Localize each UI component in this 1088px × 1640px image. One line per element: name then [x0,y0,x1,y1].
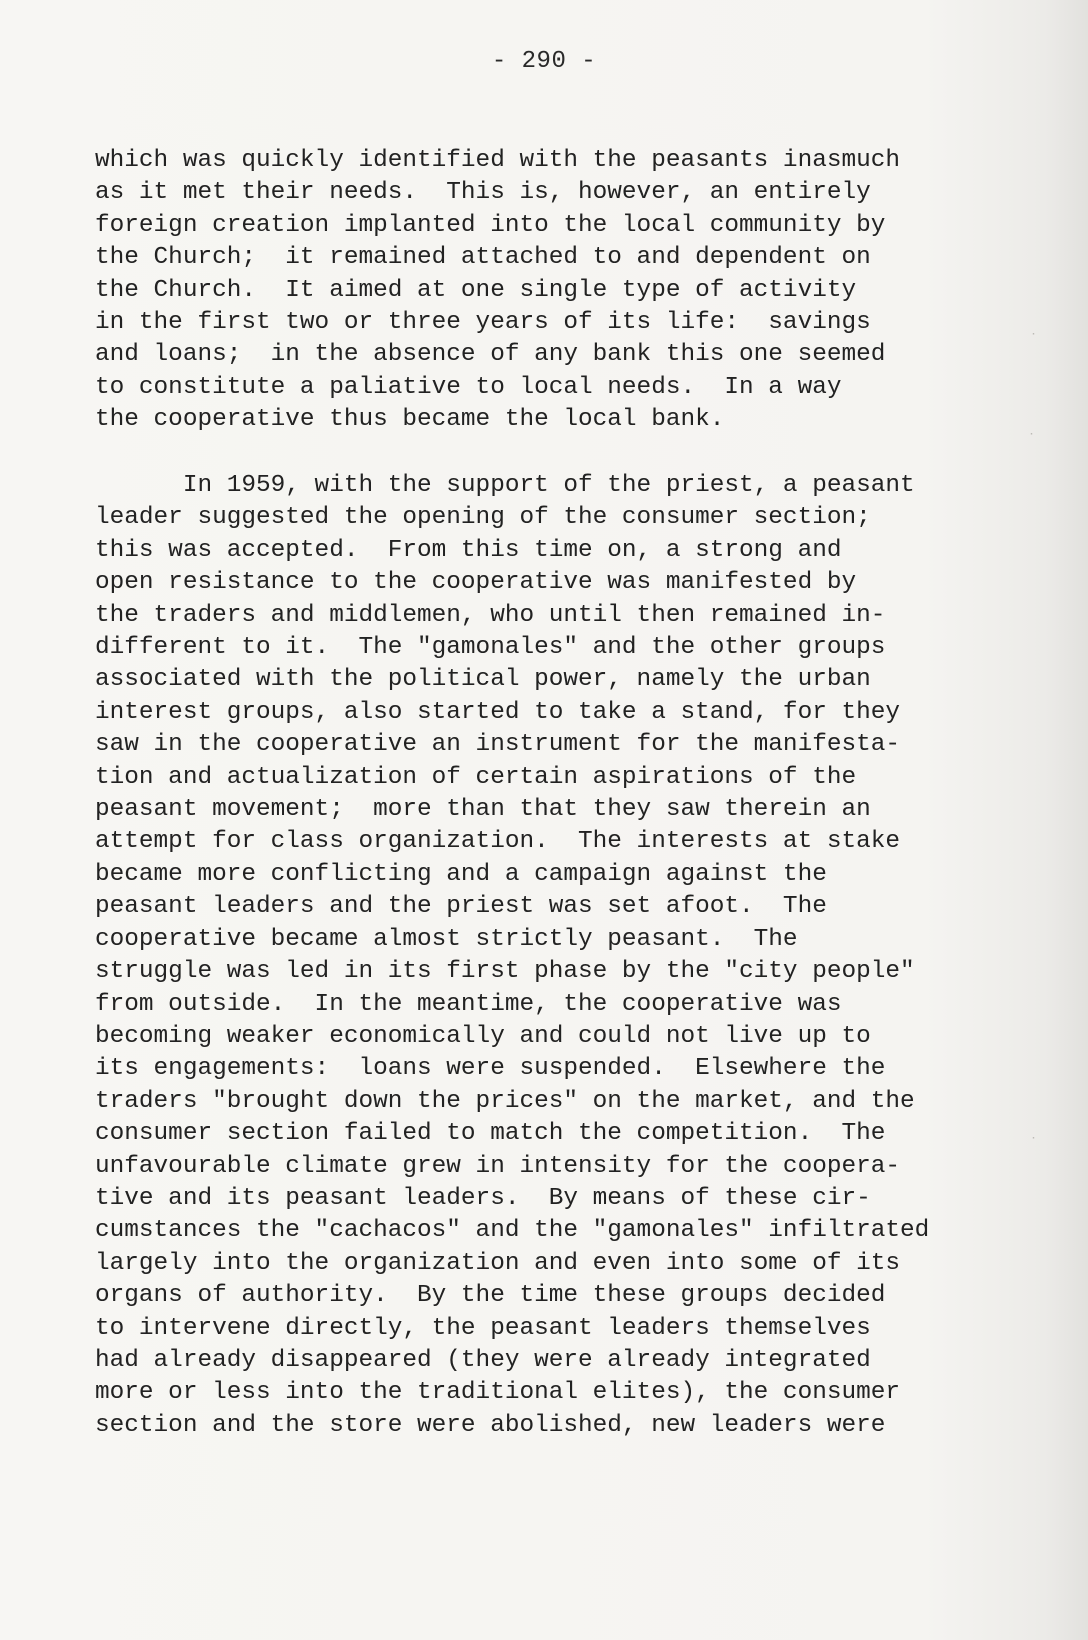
text-line: interest groups, also started to take a stand, for they [95,698,901,726]
text-line: largely into the organization and even into some of its [95,1249,901,1277]
text-line: becoming weaker economically and could not live up to [95,1022,871,1050]
text-line: from outside. In the meantime, the cooperative was [95,990,842,1018]
margin-mark: ˙ [1030,1136,1037,1152]
text-line: traders "brought down the prices" on the market, and the [95,1087,915,1115]
text-line: organs of authority. By the time these groups decided [95,1282,886,1310]
margin-mark: ˙ [1028,432,1035,448]
text-line: different to it. The "gamonales" and the other groups [95,634,886,662]
text-line: the Church; it remained attached to and dependent on [95,244,871,272]
text-line: the traders and middlemen, who until then remained in- [95,601,886,629]
text-line: tion and actualization of certain aspirations of the [95,763,857,791]
text-line: as it met their needs. This is, however, an entirely [95,179,871,207]
text-line: consumer section failed to match the competition. The [95,1120,886,1148]
paragraph-2 [95,470,929,1442]
text-line: foreign creation implanted into the local community by [95,211,886,239]
text-line: had already disappeared (they were already integrated [95,1346,871,1374]
text-line: open resistance to the cooperative was manifested by [95,569,857,597]
text-line: the cooperative thus became the local bank. [95,406,725,434]
text-line: peasant movement; more than that they saw therein an [95,796,871,824]
text-line: which was quickly identified with the peasants inasmuch [95,147,901,174]
text-line: in the first two or three years of its life: savings [95,309,871,337]
text-line: became more conflicting and a campaign against the [95,860,827,888]
text-line: associated with the political power, namely the urban [95,666,871,694]
text-line: cooperative became almost strictly peasant. The [95,925,798,953]
paragraph-1 [95,145,900,437]
margin-mark: ˙ [1030,332,1037,348]
page-number: - 290 - [491,48,597,75]
text-line: saw in the cooperative an instrument for the manifesta- [95,731,901,759]
text-line: its engagements: loans were suspended. Elsewhere the [95,1055,886,1083]
text-line: and loans; in the absence of any bank this one seemed [95,341,886,369]
text-line: In 1959, with the support of the priest, a peasant [95,472,915,499]
text-line: the Church. It aimed at one single type of activity [95,276,857,304]
text-line: struggle was led in its first phase by the "city people" [95,958,915,986]
text-line: to intervene directly, the peasant leaders themselves [95,1314,871,1342]
text-line: leader suggested the opening of the consumer section; [95,504,871,532]
text-line: more or less into the traditional elites), the consumer [95,1379,901,1407]
text-line: peasant leaders and the priest was set afoot. The [95,893,827,921]
text-line: unfavourable climate grew in intensity for the coopera- [95,1152,901,1180]
text-line: to constitute a paliative to local needs. In a way [95,373,842,401]
text-line: cumstances the "cachacos" and the "gamonales" infiltrated [95,1217,930,1245]
text-line: tive and its peasant leaders. By means of these cir- [95,1184,871,1212]
text-line: attempt for class organization. The interests at stake [95,828,901,856]
text-line: this was accepted. From this time on, a strong and [95,536,842,564]
text-line: section and the store were abolished, new leaders were [95,1411,886,1439]
